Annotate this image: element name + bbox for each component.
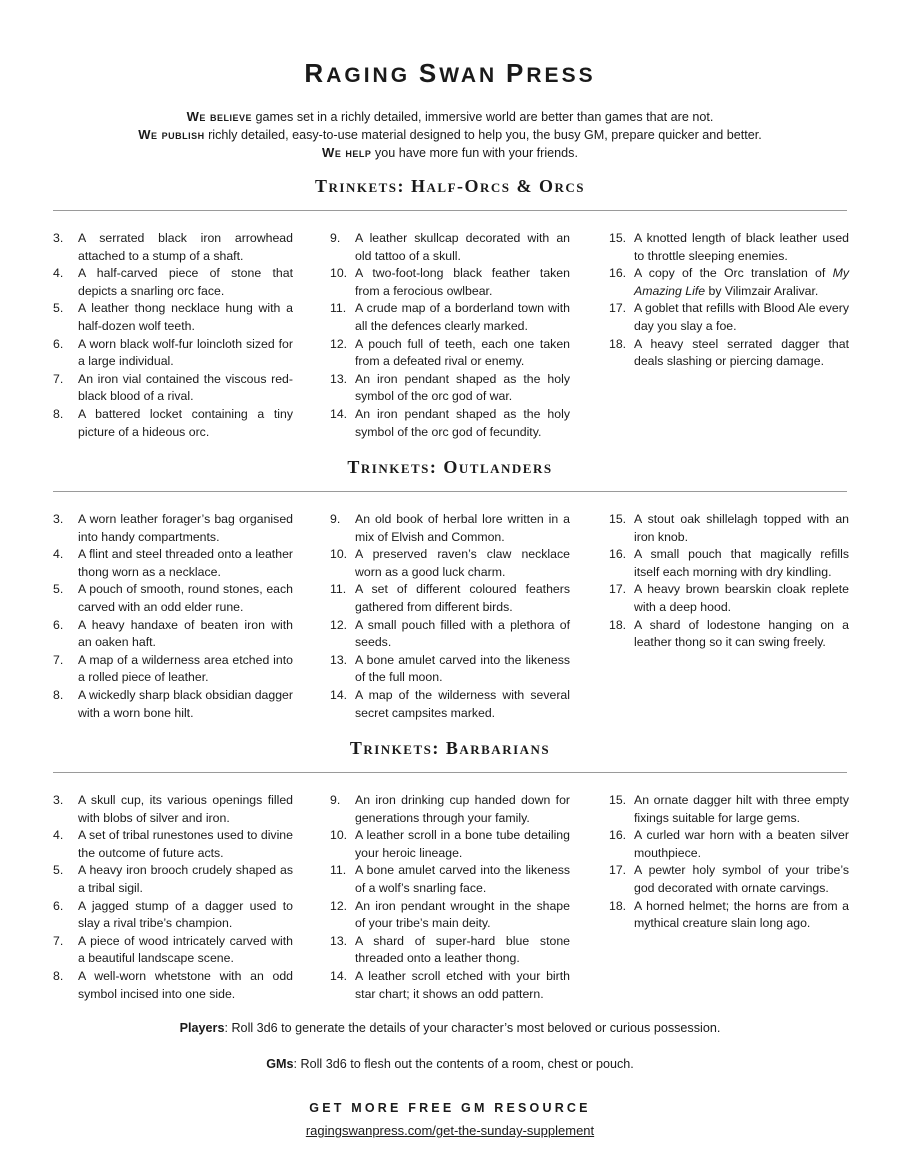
trinket-list xyxy=(53,792,293,1003)
item-text-part: A goblet that refills with Blood Ale every day you slay a foe. xyxy=(634,301,849,333)
list-item xyxy=(330,862,570,897)
item-number: 5. xyxy=(53,863,64,878)
publisher-title: RAGING SWAN PRESS xyxy=(304,58,596,88)
item-text xyxy=(78,407,293,439)
list-item xyxy=(53,933,293,968)
publish-line: We publish richly detailed, easy-to-use material designed to help you, the busy GM, prepare quicker and better. xyxy=(138,127,762,142)
list-item xyxy=(53,300,293,335)
item-text-part: A bone amulet carved into the likeness of a wolf’s snarling face. xyxy=(355,863,570,895)
list-item xyxy=(609,546,849,581)
item-number: 11. xyxy=(330,582,347,597)
list-item xyxy=(53,230,293,265)
list-item xyxy=(330,581,570,616)
item-number: 18. xyxy=(609,617,627,632)
item-text xyxy=(78,231,293,263)
item-text-part: A heavy brown bearskin cloak replete with a deep hood. xyxy=(634,582,849,614)
trinket-column xyxy=(609,511,849,652)
list-item xyxy=(330,687,570,722)
item-number: 7. xyxy=(53,933,64,948)
list-item xyxy=(53,511,293,546)
item-text-part: A leather skullcap decorated with an old tattoo of a skull. xyxy=(355,231,570,263)
item-text-part: A heavy steel serrated dagger that deals slashing or piercing damage. xyxy=(634,336,849,369)
item-text xyxy=(355,653,570,685)
item-text-part: A curled war horn with a beaten silver mouthpiece. xyxy=(634,828,849,860)
item-text xyxy=(78,372,293,404)
item-text xyxy=(355,828,570,860)
item-text xyxy=(78,337,293,369)
item-text-part: by Vilimzair Aralivar. xyxy=(705,283,819,298)
list-item xyxy=(330,827,570,862)
item-number: 10. xyxy=(330,547,348,562)
item-text xyxy=(355,372,570,404)
item-text xyxy=(355,688,570,720)
list-item xyxy=(53,862,293,897)
trinket-column xyxy=(53,511,293,722)
item-number: 14. xyxy=(330,687,348,702)
item-number: 13. xyxy=(330,652,348,667)
item-number: 13. xyxy=(330,933,348,948)
item-number: 7. xyxy=(53,371,64,386)
item-number: 5. xyxy=(53,582,64,597)
item-text xyxy=(634,863,849,895)
item-number: 10. xyxy=(330,266,348,281)
item-text-part: A skull cup, its various openings filled with blobs of silver and iron. xyxy=(78,793,293,825)
item-number: 9. xyxy=(330,793,341,807)
list-item xyxy=(609,265,849,300)
item-number: 10. xyxy=(330,828,348,843)
belief-line: We believe games set in a richly detailed, immersive world are better than games that are not. xyxy=(186,109,714,124)
trinket-list xyxy=(53,230,293,441)
list-item xyxy=(609,792,849,827)
list-item xyxy=(609,300,849,335)
item-text xyxy=(634,301,849,333)
item-number: 12. xyxy=(330,336,348,351)
list-item xyxy=(330,898,570,933)
section-title: Trinkets: Half-Orcs & Orcs xyxy=(314,176,586,196)
item-number: 9. xyxy=(330,512,341,526)
item-text xyxy=(78,301,293,333)
item-text xyxy=(355,231,570,263)
item-number: 3. xyxy=(53,231,64,245)
trinket-column xyxy=(330,792,570,1003)
item-text-part: A map of a wilderness area etched into a rolled piece of leather. xyxy=(78,652,293,685)
item-text-part: A pewter holy symbol of your tribe’s god decorated with ornate carvings. xyxy=(634,863,849,895)
book-title: My Amazing Life xyxy=(634,266,849,298)
item-text-part: A shard of lodestone hanging on a leather thong so it can swing freely. xyxy=(634,617,849,650)
item-text-part: A copy of the Orc translation of xyxy=(634,266,833,281)
list-item xyxy=(609,581,849,616)
players-note: Players: Roll 3d6 to generate the details of your character’s most beloved or curious possession. xyxy=(179,1021,721,1035)
item-text-part: A heavy handaxe of beaten iron with an oaken haft. xyxy=(78,617,293,650)
item-text-part: A jagged stump of a dagger used to slay a rival tribe’s champion. xyxy=(78,898,293,931)
item-text-part: A crude map of a borderland town with all the defences clearly marked. xyxy=(355,301,570,333)
item-number: 6. xyxy=(53,617,64,632)
list-item xyxy=(609,336,849,371)
item-number: 12. xyxy=(330,617,348,632)
item-text-part: A leather scroll etched with your birth star chart; it shows an odd pattern. xyxy=(355,968,570,1001)
resource-link-text[interactable]: ragingswanpress.com/get-the-sunday-supplement xyxy=(305,1123,595,1138)
item-text-part: A small pouch that magically refills itself each morning with dry kindling. xyxy=(634,547,849,579)
item-text-part: An iron drinking cup handed down for generations through your family. xyxy=(355,793,570,825)
item-number: 16. xyxy=(609,266,627,281)
item-number: 14. xyxy=(330,406,348,421)
item-text xyxy=(78,863,293,895)
item-number: 17. xyxy=(609,582,627,597)
item-number: 16. xyxy=(609,547,627,562)
section-divider xyxy=(53,491,847,492)
item-text xyxy=(355,582,570,614)
item-text xyxy=(355,512,570,544)
item-text-part: A pouch full of teeth, each one taken from a defeated rival or enemy. xyxy=(355,336,570,369)
item-number: 4. xyxy=(53,547,64,562)
item-number: 17. xyxy=(609,863,627,878)
trinket-list xyxy=(330,792,570,1003)
item-number: 12. xyxy=(330,898,348,913)
item-text xyxy=(634,231,849,263)
item-text-part: A stout oak shillelagh topped with an iron knob. xyxy=(634,512,849,544)
list-item xyxy=(53,898,293,933)
help-line: We help you have more fun with your friends. xyxy=(322,145,578,160)
item-text-part: An old book of herbal lore written in a mix of Elvish and Common. xyxy=(355,512,570,544)
list-item xyxy=(609,230,849,265)
trinket-list xyxy=(330,230,570,441)
item-text-part: A wickedly sharp black obsidian dagger with a worn bone hilt. xyxy=(78,687,293,720)
list-item xyxy=(330,511,570,546)
item-number: 8. xyxy=(53,687,64,702)
list-item xyxy=(53,371,293,406)
trinket-column xyxy=(330,230,570,441)
item-text xyxy=(634,512,849,544)
item-number: 15. xyxy=(609,231,627,245)
section-divider xyxy=(53,210,847,211)
item-text xyxy=(355,934,570,966)
item-number: 15. xyxy=(609,793,627,807)
trinket-list xyxy=(330,511,570,722)
list-item xyxy=(330,792,570,827)
item-text-part: A well-worn whetstone with an odd symbol incised into one side. xyxy=(78,968,293,1001)
item-text xyxy=(355,407,570,439)
item-number: 5. xyxy=(53,301,64,316)
item-number: 8. xyxy=(53,406,64,421)
item-text xyxy=(634,582,849,614)
list-item xyxy=(53,546,293,581)
item-text xyxy=(355,547,570,579)
item-text-part: A set of different coloured feathers gathered from different birds. xyxy=(355,582,570,614)
list-item xyxy=(609,617,849,652)
list-item xyxy=(330,336,570,371)
item-text xyxy=(78,793,293,825)
item-text-part: A battered locket containing a tiny picture of a hideous orc. xyxy=(78,406,293,439)
item-text xyxy=(78,899,293,931)
trinket-column xyxy=(609,792,849,933)
list-item xyxy=(330,371,570,406)
trinket-list xyxy=(609,230,849,371)
item-text xyxy=(78,582,293,614)
item-text-part: An iron pendant shaped as the holy symbol of the orc god of fecundity. xyxy=(355,406,570,439)
item-number: 7. xyxy=(53,652,64,667)
item-text-part: A shard of super-hard blue stone threaded onto a leather thong. xyxy=(355,933,570,966)
item-text-part: A pouch of smooth, round stones, each carved with an odd elder rune. xyxy=(78,582,293,614)
item-number: 9. xyxy=(330,231,341,245)
item-text xyxy=(355,863,570,895)
item-text xyxy=(355,266,570,298)
item-text-part: A heavy iron brooch crudely shaped as a tribal sigil. xyxy=(78,863,293,895)
list-item xyxy=(53,581,293,616)
list-item xyxy=(609,827,849,862)
list-item xyxy=(330,617,570,652)
list-item xyxy=(53,968,293,1003)
item-number: 11. xyxy=(330,863,347,878)
item-text xyxy=(78,512,293,544)
item-text-part: A flint and steel threaded onto a leather thong worn as a necklace. xyxy=(78,547,293,579)
trinket-column xyxy=(53,792,293,1003)
item-number: 18. xyxy=(609,898,627,913)
item-text xyxy=(78,653,293,685)
item-number: 3. xyxy=(53,793,64,807)
item-number: 6. xyxy=(53,898,64,913)
trinket-list xyxy=(609,792,849,933)
list-item xyxy=(53,792,293,827)
trinket-list xyxy=(609,511,849,652)
item-text-part: A leather thong necklace hung with a half-dozen wolf teeth. xyxy=(78,301,293,333)
list-item xyxy=(330,265,570,300)
list-item xyxy=(330,406,570,441)
item-number: 13. xyxy=(330,371,348,386)
item-text xyxy=(78,969,293,1001)
list-item xyxy=(609,898,849,933)
item-text xyxy=(355,337,570,369)
item-text xyxy=(78,934,293,966)
item-text-part: A bone amulet carved into the likeness of the full moon. xyxy=(355,652,570,685)
item-number: 18. xyxy=(609,336,627,351)
item-text xyxy=(634,828,849,860)
item-text-part: A worn leather forager’s bag organised into handy compartments. xyxy=(78,512,293,544)
list-item xyxy=(53,265,293,300)
list-item xyxy=(53,687,293,722)
item-text-part: A serrated black iron arrowhead attached to a stump of a shaft. xyxy=(78,231,293,263)
item-text xyxy=(78,688,293,720)
list-item xyxy=(330,546,570,581)
item-text xyxy=(634,618,849,650)
trinket-column xyxy=(330,511,570,722)
item-number: 3. xyxy=(53,512,64,526)
item-text xyxy=(634,899,849,931)
list-item xyxy=(609,511,849,546)
item-text-part: An iron pendant shaped as the holy symbol of the orc god of war. xyxy=(355,371,570,404)
trinket-list xyxy=(53,511,293,722)
list-item xyxy=(609,862,849,897)
item-text xyxy=(355,969,570,1001)
section-divider xyxy=(53,772,847,773)
item-number: 16. xyxy=(609,828,627,843)
item-number: 11. xyxy=(330,301,347,316)
trinket-column xyxy=(609,230,849,371)
item-text xyxy=(355,618,570,650)
item-text-part: A set of tribal runestones used to divine the outcome of future acts. xyxy=(78,828,293,860)
section-title: Trinkets: Outlanders xyxy=(347,457,553,477)
item-text xyxy=(78,618,293,650)
item-text xyxy=(78,547,293,579)
list-item xyxy=(53,617,293,652)
item-number: 4. xyxy=(53,828,64,843)
item-text xyxy=(634,547,849,579)
item-text-part: An ornate dagger hilt with three empty fixings suitable for large gems. xyxy=(634,793,849,825)
item-text-part: An iron pendant wrought in the shape of your tribe’s main deity. xyxy=(355,898,570,931)
item-text xyxy=(634,793,849,825)
item-text-part: A piece of wood intricately carved with a beautiful landscape scene. xyxy=(78,933,293,966)
item-text-part: A small pouch filled with a plethora of seeds. xyxy=(355,617,570,650)
item-text-part: A horned helmet; the horns are from a mythical creature slain long ago. xyxy=(634,898,849,931)
item-text xyxy=(634,266,849,298)
item-text xyxy=(634,337,849,369)
item-number: 4. xyxy=(53,266,64,281)
list-item xyxy=(53,652,293,687)
item-number: 14. xyxy=(330,968,348,983)
list-item xyxy=(53,406,293,441)
item-text-part: A worn black wolf-fur loincloth sized for a large individual. xyxy=(78,336,293,369)
item-text-part: A knotted length of black leather used to throttle sleeping enemies. xyxy=(634,231,849,263)
item-text xyxy=(355,899,570,931)
item-number: 6. xyxy=(53,336,64,351)
list-item xyxy=(330,933,570,968)
list-item xyxy=(53,336,293,371)
resource-link[interactable] xyxy=(0,1123,900,1138)
section-title: Trinkets: Barbarians xyxy=(349,738,551,758)
list-item xyxy=(330,652,570,687)
item-text xyxy=(355,793,570,825)
item-number: 15. xyxy=(609,512,627,526)
list-item xyxy=(330,300,570,335)
item-number: 17. xyxy=(609,301,627,316)
list-item xyxy=(53,827,293,862)
item-text-part: An iron vial contained the viscous red-black blood of a rival. xyxy=(78,371,293,404)
item-text xyxy=(78,828,293,860)
item-text xyxy=(78,266,293,298)
item-text-part: A leather scroll in a bone tube detailing your heroic lineage. xyxy=(355,828,570,860)
item-text-part: A two-foot-long black feather taken from a ferocious owlbear. xyxy=(355,266,570,298)
item-text-part: A preserved raven’s claw necklace worn as a good luck charm. xyxy=(355,547,570,579)
cta-heading: GET MORE FREE GM RESOURCE xyxy=(309,1101,591,1115)
item-text-part: A half-carved piece of stone that depicts a snarling orc face. xyxy=(78,266,293,298)
list-item xyxy=(330,968,570,1003)
item-number: 8. xyxy=(53,968,64,983)
trinket-column xyxy=(53,230,293,441)
list-item xyxy=(330,230,570,265)
item-text-part: A map of the wilderness with several secret campsites marked. xyxy=(355,687,570,720)
item-text xyxy=(355,301,570,333)
gms-note: GMs: Roll 3d6 to flesh out the contents of a room, chest or pouch. xyxy=(266,1057,634,1071)
